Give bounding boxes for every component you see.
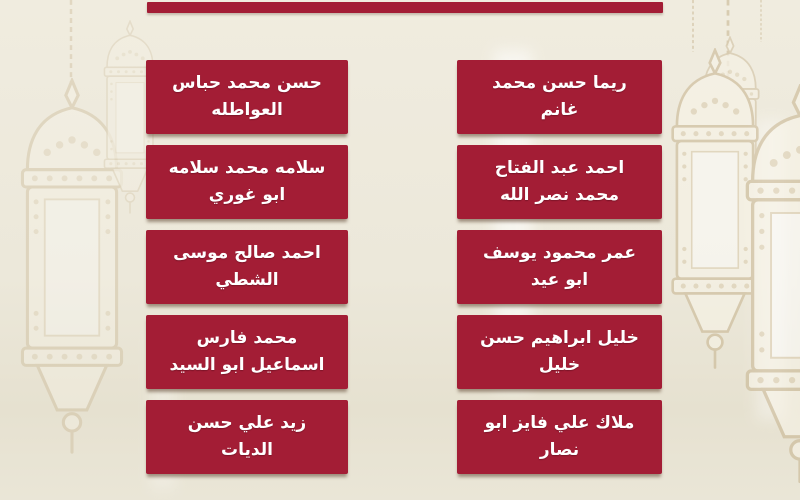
top-divider-bar: [147, 2, 663, 13]
name-card: حسن محمد حباس العواطله: [146, 60, 348, 134]
name-card: زيد علي حسن الديات: [146, 400, 348, 474]
name-card: ريما حسن محمد غانم: [457, 60, 662, 134]
name-card: احمد صالح موسى الشطي: [146, 230, 348, 304]
name-card: خليل ابراهيم حسن خليل: [457, 315, 662, 389]
name-card: ملاك علي فايز ابو نصار: [457, 400, 662, 474]
name-card: عمر محمود يوسف ابو عيد: [457, 230, 662, 304]
name-card: سلامه محمد سلامه ابو غوري: [146, 145, 348, 219]
name-card: محمد فارس اسماعيل ابو السيد: [146, 315, 348, 389]
background-highlight: [756, 120, 786, 420]
lantern-icon: [22, 0, 155, 452]
name-card: احمد عبد الفتاح محمد نصر الله: [457, 145, 662, 219]
